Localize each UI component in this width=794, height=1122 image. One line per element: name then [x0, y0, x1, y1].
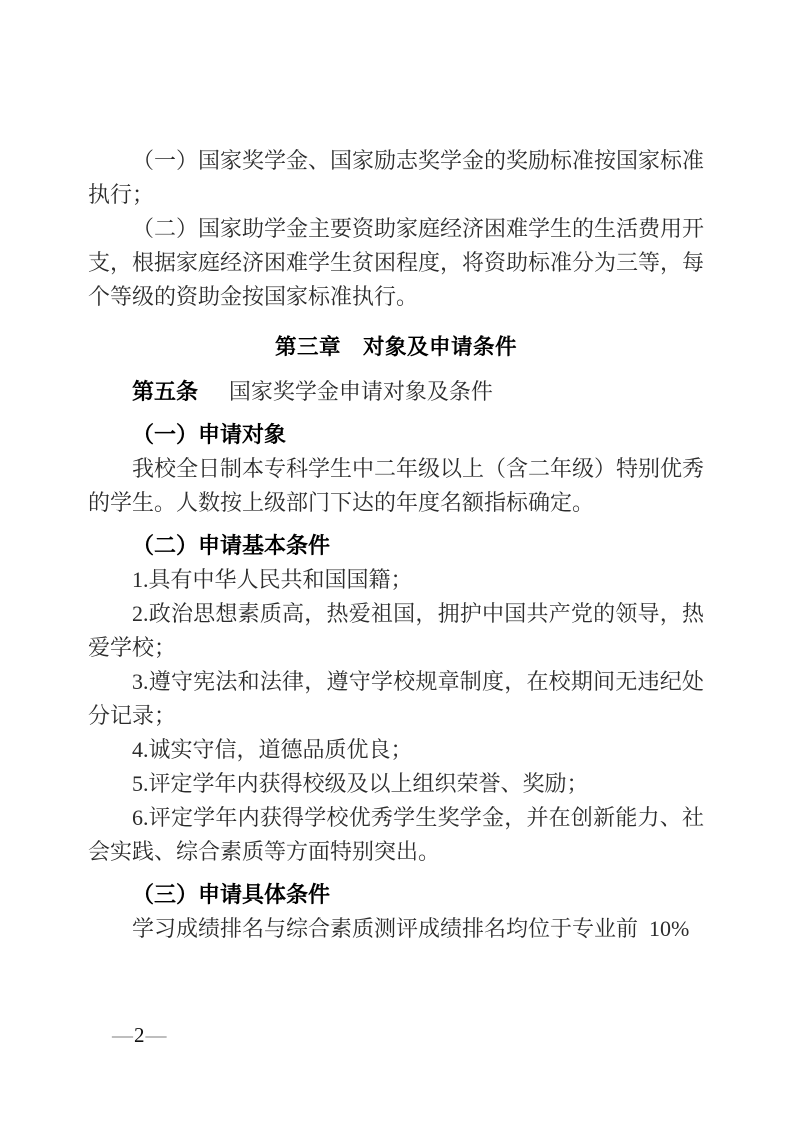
list-item-line: 4.诚实守信，道德品质优良； — [132, 737, 413, 762]
text-line: 执行； — [88, 182, 155, 207]
chapter-heading: 第三章 对象及申请条件 — [274, 335, 517, 359]
list-item-line: 会实践、综合素质等方面特别突出。 — [88, 839, 441, 864]
list-item-line: 1.具有中华人民共和国国籍； — [132, 567, 413, 592]
text-line: （一）国家奖学金、国家励志奖学金的奖励标准按国家标准 — [132, 148, 705, 173]
page-number — [112, 1024, 167, 1046]
list-item-line: 爱学校； — [88, 635, 177, 660]
page-number-value: 2 — [134, 1023, 145, 1047]
list-item-line: 分记录； — [88, 703, 177, 728]
text-line: 我校全日制本专科学生中二年级以上（含二年级）特别优秀 — [132, 456, 705, 481]
text-line: 支，根据家庭经济困难学生贫困程度，将资助标准分为三等，每 — [88, 250, 705, 275]
list-item-line: 6.评定学年内获得学校优秀学生奖学金，并在创新能力、社 — [132, 805, 704, 830]
page-number-dash-right: — — [145, 1023, 167, 1047]
list-item-line: 5.评定学年内获得校级及以上组织荣誉、奖励； — [132, 771, 589, 796]
section-heading-basic-conditions: （二）申请基本条件 — [132, 533, 331, 558]
section-heading-application-target: （一）申请对象 — [132, 422, 287, 447]
article-line — [88, 375, 704, 409]
list-item-line: 2.政治思想素质高，热爱祖国，拥护中国共产党的领导，热 — [132, 601, 704, 626]
article-title: 国家奖学金申请对象及条件 — [228, 379, 493, 404]
list-item-line: 3.遵守宪法和法律，遵守学校规章制度，在校期间无违纪处 — [132, 669, 704, 694]
text-line: 个等级的资助金按国家标准执行。 — [88, 284, 419, 309]
article-number: 第五条 — [132, 379, 199, 404]
text-line: （二）国家助学金主要资助家庭经济困难学生的生活费用开 — [132, 216, 705, 241]
section-heading-specific-conditions: （三）申请具体条件 — [132, 882, 331, 907]
page-body-text — [88, 144, 704, 946]
page-number-dash-left: — — [112, 1023, 133, 1047]
text-line: 学习成绩排名与综合素质测评成绩排名均位于专业前 10% — [132, 916, 690, 941]
text-line: 的学生。人数按上级部门下达的年度名额指标确定。 — [88, 490, 595, 515]
